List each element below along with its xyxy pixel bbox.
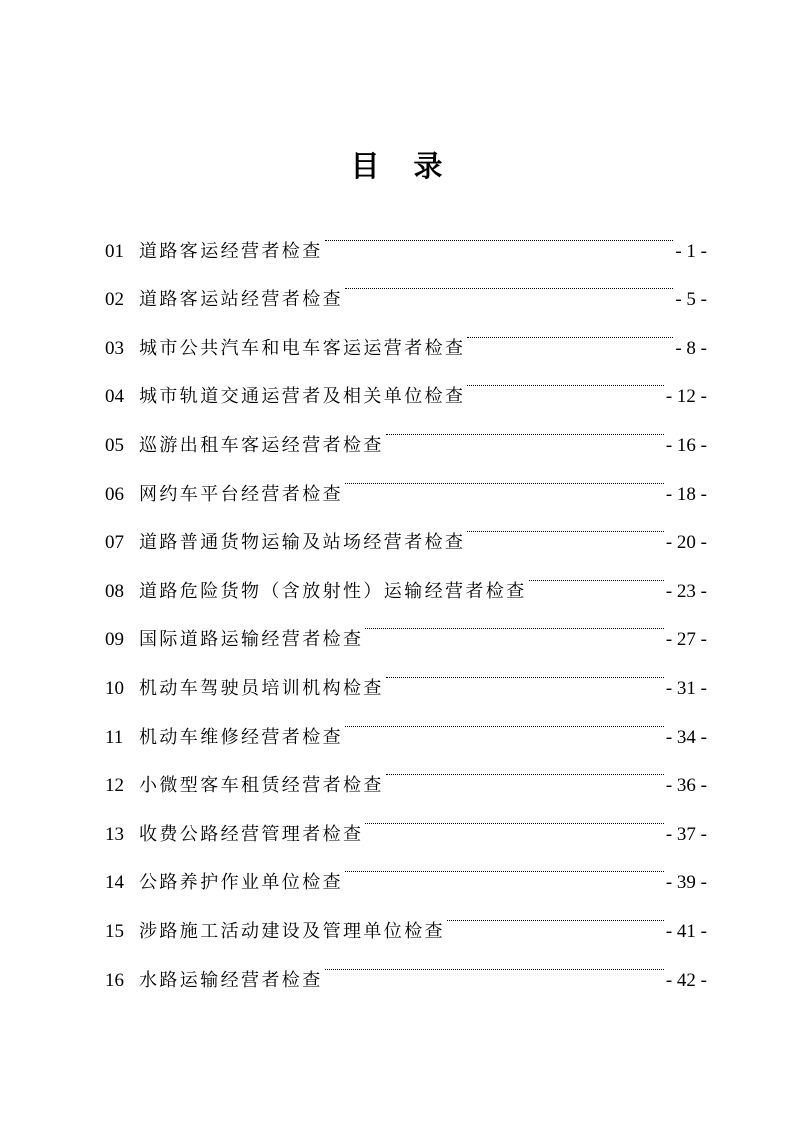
toc-entry-number: 14 [105,872,124,894]
toc-dot-leader [447,888,664,937]
toc-entry-page-number: - 5 - [675,289,707,311]
toc-dot-leader [345,451,664,500]
toc-entry-title: 机动车维修经营者检查 [139,726,343,748]
toc-entry-page-number: - 34 - [665,726,707,748]
toc-dot-leader [529,548,664,597]
toc-dot-leader [325,208,674,257]
toc-entry-number: 04 [105,386,124,408]
toc-dot-leader [386,743,664,792]
toc-entry-title: 网约车平台经营者检查 [139,483,343,505]
toc-entry-title: 小微型客车租赁经营者检查 [139,775,384,797]
toc-dot-leader [467,354,663,403]
toc-entry-number: 12 [105,775,124,797]
toc-dot-leader [345,257,673,306]
toc-entry-title: 城市轨道交通运营者及相关单位检查 [139,386,466,408]
toc-entry-number: 01 [105,240,124,262]
toc-dot-leader [345,840,664,889]
toc-entry-title: 道路客运经营者检查 [139,240,323,262]
toc-entry-page-number: - 41 - [665,920,707,942]
toc-dot-leader [325,937,664,986]
toc-dot-leader [345,694,664,743]
toc-entry-title: 道路危险货物（含放射性）运输经营者检查 [139,580,527,602]
toc-entry-number: 15 [105,920,124,942]
toc-entry-page-number: - 1 - [675,240,707,262]
toc-entry-title: 道路客运站经营者检查 [139,289,343,311]
toc-dot-leader [467,305,673,354]
toc-dot-leader [467,500,663,549]
toc-entry-number: 06 [105,483,124,505]
toc-entry-page-number: - 31 - [665,677,707,699]
toc-entry-number: 07 [105,532,124,554]
toc-entry-page-number: - 12 - [665,386,707,408]
toc-entry-page-number: - 42 - [665,969,707,991]
toc-entry-title: 公路养护作业单位检查 [139,872,343,894]
toc-entry-page-number: - 20 - [665,532,707,554]
toc-entry-number: 16 [105,969,124,991]
toc-entry[interactable] [105,208,707,262]
toc-entry-number: 08 [105,580,124,602]
toc-entry-number: 03 [105,337,124,359]
page-title: 目 录 [350,149,455,183]
toc-entry-title: 水路运输经营者检查 [139,969,323,991]
toc-entry-title: 国际道路运输经营者检查 [139,629,364,651]
toc-entry-title: 道路普通货物运输及站场经营者检查 [139,532,466,554]
toc-dot-leader [365,791,663,840]
toc-dot-leader [386,645,664,694]
toc-dot-leader [386,402,664,451]
toc-entry-number: 11 [105,726,124,748]
toc-entry-title: 巡游出租车客运经营者检查 [139,434,384,456]
toc-entry-number: 05 [105,434,124,456]
toc-entry-title: 城市公共汽车和电车客运运营者检查 [139,337,466,359]
toc-entry-page-number: - 16 - [665,434,707,456]
toc-entry-page-number: - 27 - [665,629,707,651]
toc-entry-number: 02 [105,289,124,311]
toc-entry-page-number: - 37 - [665,823,707,845]
toc-list [105,208,707,991]
toc-entry-number: 09 [105,629,124,651]
toc-entry-page-number: - 23 - [665,580,707,602]
toc-entry-page-number: - 8 - [675,337,707,359]
toc-entry-page-number: - 18 - [665,483,707,505]
toc-entry-page-number: - 36 - [665,775,707,797]
toc-entry-title: 机动车驾驶员培训机构检查 [139,677,384,699]
toc-entry-title: 收费公路经营管理者检查 [139,823,364,845]
toc-entry-title: 涉路施工活动建设及管理单位检查 [139,920,445,942]
toc-entry-number: 10 [105,677,124,699]
toc-dot-leader [365,597,663,646]
toc-entry-number: 13 [105,823,124,845]
toc-entry-page-number: - 39 - [665,872,707,894]
